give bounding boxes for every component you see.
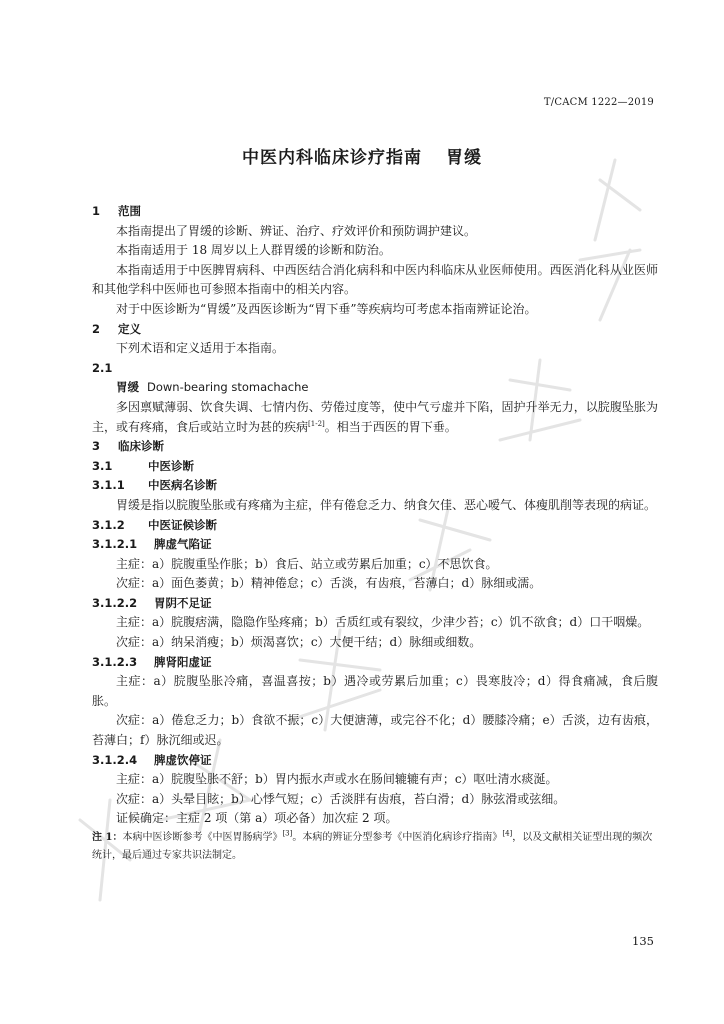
section-1-heading: 1 范围 xyxy=(92,204,141,218)
footnote: 注 1：本病中医诊断参考《中医胃肠病学》[3]。本病的辨证分型参考《中医消化病诊疗指南》[4]，以及文献相关证型出现的频次统计，最后通过专家共识法制定。 xyxy=(92,829,653,861)
paragraph: 下列术语和定义适用于本指南。 xyxy=(116,341,285,356)
document-body xyxy=(92,202,658,865)
paragraph: 本指南适用于中医脾胃病科、中西医结合消化病科和中医内科临床从业医师使用。西医消化科从业医师和其他学科中医师也可参照本指南中的相关内容。 xyxy=(92,262,658,297)
section-3-1-2-1-heading: 3.1.2.1 脾虚气陷证 xyxy=(92,537,212,552)
title-sub: 胃缓 xyxy=(446,148,482,168)
page-number: 135 xyxy=(632,934,654,948)
paragraph: 对于中医诊断为“胃缓”及西医诊断为“胃下垂”等疾病均可考虑本指南辨证论治。 xyxy=(116,301,537,316)
minor-symptoms: 次症：a）面色萎黄；b）精神倦怠；c）舌淡，有齿痕，苔薄白；d）脉细或濡。 xyxy=(116,576,542,591)
minor-symptoms: 次症：a）纳呆消瘦；b）烦渴喜饮；c）大便干结；d）脉细或细数。 xyxy=(116,635,482,650)
term-entry: 胃缓 Down-bearing stomachache xyxy=(116,380,309,395)
main-symptoms: 主症：a）脘腹痞满，隐隐作坠疼痛；b）舌质红或有裂纹，少津少苔；c）饥不欲食；d）口干咽燥。 xyxy=(116,615,650,630)
title-main: 中医内科临床诊疗指南 xyxy=(242,148,422,168)
section-3-1-2-4-heading: 3.1.2.4 脾虚饮停证 xyxy=(92,752,212,767)
main-symptoms: 主症：a）脘腹坠胀不舒；b）胃内振水声或水在肠间辘辘有声；c）呕吐清水痰涎。 xyxy=(116,772,558,787)
paragraph: 胃缓是指以脘腹坠胀或有疼痛为主症，伴有倦怠乏力、纳食欠佳、恶心嗳气、体瘦肌削等表现的病证。 xyxy=(116,497,657,512)
paragraph: 本指南提出了胃缓的诊断、辨证、治疗、疗效评价和预防调护建议。 xyxy=(116,223,477,238)
minor-symptoms: 次症：a）头晕目眩；b）心悸气短；c）舌淡胖有齿痕，苔白滑；d）脉弦滑或弦细。 xyxy=(116,791,566,806)
term-definition: 多因禀赋薄弱、饮食失调、七情内伤、劳倦过度等，使中气亏虚并下陷，固护升举无力，以脘腹坠胀为主，或有疼痛，食后或站立时为甚的疾病[1-2]。相当于西医的胃下垂。 xyxy=(92,399,658,434)
section-3-1-2-2-heading: 3.1.2.2 胃阴不足证 xyxy=(92,595,212,610)
section-3-1-2-heading: 3.1.2 中医证候诊断 xyxy=(92,517,217,532)
section-3-1-2-3-heading: 3.1.2.3 脾肾阳虚证 xyxy=(92,654,212,669)
section-2-heading: 2 定义 xyxy=(92,321,141,336)
section-3-1-1-heading: 3.1.1 中医病名诊断 xyxy=(92,478,217,493)
paragraph: 本指南适用于 18 周岁以上人群胃缓的诊断和防治。 xyxy=(116,243,391,258)
main-symptoms: 主症：a）脘腹重坠作胀；b）食后、站立或劳累后加重；c）不思饮食。 xyxy=(116,556,498,571)
standard-code: T/CACM 1222—2019 xyxy=(543,97,654,108)
syndrome-confirmation: 证候确定：主症 2 项（第 a）项必备）加次症 2 项。 xyxy=(116,811,398,826)
section-3-1-heading: 3.1 中医诊断 xyxy=(92,458,194,473)
main-symptoms: 主症：a）脘腹坠胀冷痛，喜温喜按；b）遇冷或劳累后加重；c）畏寒肢冷；d）得食痛减，食后腹胀。 xyxy=(92,674,658,708)
section-3-heading: 3 临床诊断 xyxy=(92,439,164,454)
minor-symptoms: 次症：a）倦怠乏力；b）食欲不振；c）大便溏薄，或完谷不化；d）腰膝冷痛；e）舌淡，边有齿痕，苔薄白；f）脉沉细或迟。 xyxy=(92,713,658,748)
document-title xyxy=(0,143,724,168)
section-2-1-heading: 2.1 xyxy=(92,360,113,375)
